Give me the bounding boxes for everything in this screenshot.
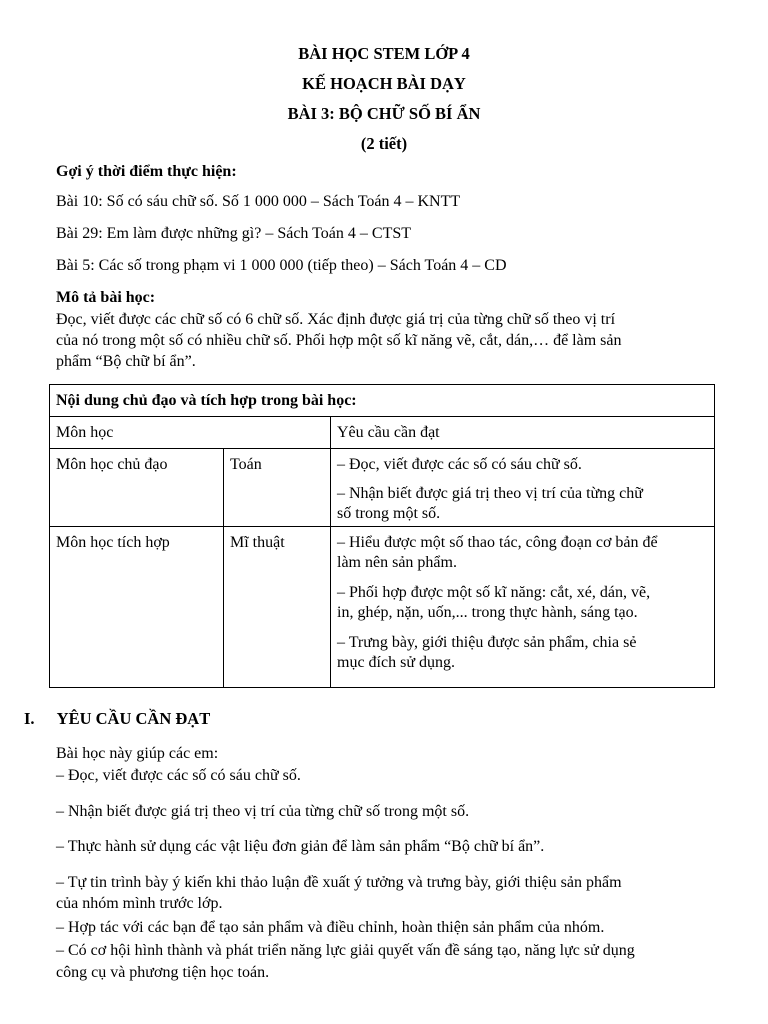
description-line: Đọc, viết được các chữ số có 6 chữ số. Xác định được giá trị của từng chữ số theo vị trí xyxy=(56,311,616,328)
objective-item-continued: của nhóm mình trước lớp. xyxy=(56,895,223,912)
timing-item: Bài 29: Em làm được những gì? – Sách Toán 4 – CTST xyxy=(56,225,412,242)
section-number: I. xyxy=(24,709,35,728)
requirement-item: – Đọc, viết được các số có sáu chữ số. xyxy=(337,456,582,473)
description-line: của nó trong một số có nhiều chữ số. Phối hợp một số kĩ năng vẽ, cắt, dán,… để làm sản xyxy=(56,332,622,349)
timing-heading: Gợi ý thời điểm thực hiện: xyxy=(56,163,237,180)
requirement-cell xyxy=(331,449,715,527)
timing-item: Bài 5: Các số trong phạm vi 1 000 000 (tiếp theo) – Sách Toán 4 – CD xyxy=(56,257,507,274)
objective-item: – Tự tin trình bày ý kiến khi thảo luận đề xuất ý tưởng và trưng bày, giới thiệu sản phẩm xyxy=(56,874,622,891)
table-row xyxy=(50,449,715,527)
objective-item: – Đọc, viết được các số có sáu chữ số. xyxy=(56,767,301,784)
description-heading: Mô tả bài học: xyxy=(56,289,156,306)
requirement-cell xyxy=(331,527,715,688)
timing-item: Bài 10: Số có sáu chữ số. Số 1 000 000 – Sách Toán 4 – KNTT xyxy=(56,193,461,210)
description-line: phẩm “Bộ chữ bí ẩn”. xyxy=(56,353,196,370)
requirement-item: – Hiểu được một số thao tác, công đoạn cơ bản để làm nên sản phẩm. xyxy=(337,534,658,571)
lesson-duration: (2 tiết) xyxy=(360,134,408,153)
table-header-subject: Môn học xyxy=(50,417,331,449)
table-row xyxy=(50,527,715,688)
requirement-item: – Nhận biết được giá trị theo vị trí của từng chữ số trong một số. xyxy=(337,485,643,522)
section-intro: Bài học này giúp các em: xyxy=(56,745,219,762)
objective-item: – Nhận biết được giá trị theo vị trí của từng chữ số trong một số. xyxy=(56,803,470,820)
table-title: Nội dung chủ đạo và tích hợp trong bài học: xyxy=(50,385,715,417)
subject-type: Môn học chủ đạo xyxy=(50,449,224,527)
subject-name: Mĩ thuật xyxy=(224,527,331,688)
section-heading xyxy=(24,709,210,729)
subject-type: Môn học tích hợp xyxy=(50,527,224,688)
plan-title: KẾ HOẠCH BÀI DẠY xyxy=(302,74,466,93)
requirement-item: – Trưng bày, giới thiệu được sản phẩm, chia sẻ mục đích sử dụng. xyxy=(337,634,637,671)
subject-integration-table xyxy=(49,384,715,688)
subject-name: Toán xyxy=(224,449,331,527)
school-header: BÀI HỌC STEM LỚP 4 xyxy=(298,44,470,63)
lesson-title: BÀI 3: BỘ CHỮ SỐ BÍ ẨN xyxy=(287,104,481,123)
objective-item: – Thực hành sử dụng các vật liệu đơn giản để làm sản phẩm “Bộ chữ bí ẩn”. xyxy=(56,838,545,855)
requirement-item: – Phối hợp được một số kĩ năng: cắt, xé, dán, vẽ, in, ghép, nặn, uốn,... trong thực hành, sáng tạo. xyxy=(337,584,651,621)
objective-item-continued: công cụ và phương tiện học toán. xyxy=(56,964,270,981)
table-header-requirement: Yêu cầu cần đạt xyxy=(331,417,715,449)
section-title: YÊU CẦU CẦN ĐẠT xyxy=(56,709,211,728)
objective-item: – Hợp tác với các bạn để tạo sản phẩm và điều chỉnh, hoàn thiện sản phẩm của nhóm. xyxy=(56,919,605,936)
objective-item: – Có cơ hội hình thành và phát triển năng lực giải quyết vấn đề sáng tạo, năng lực sử dụng xyxy=(56,942,635,959)
